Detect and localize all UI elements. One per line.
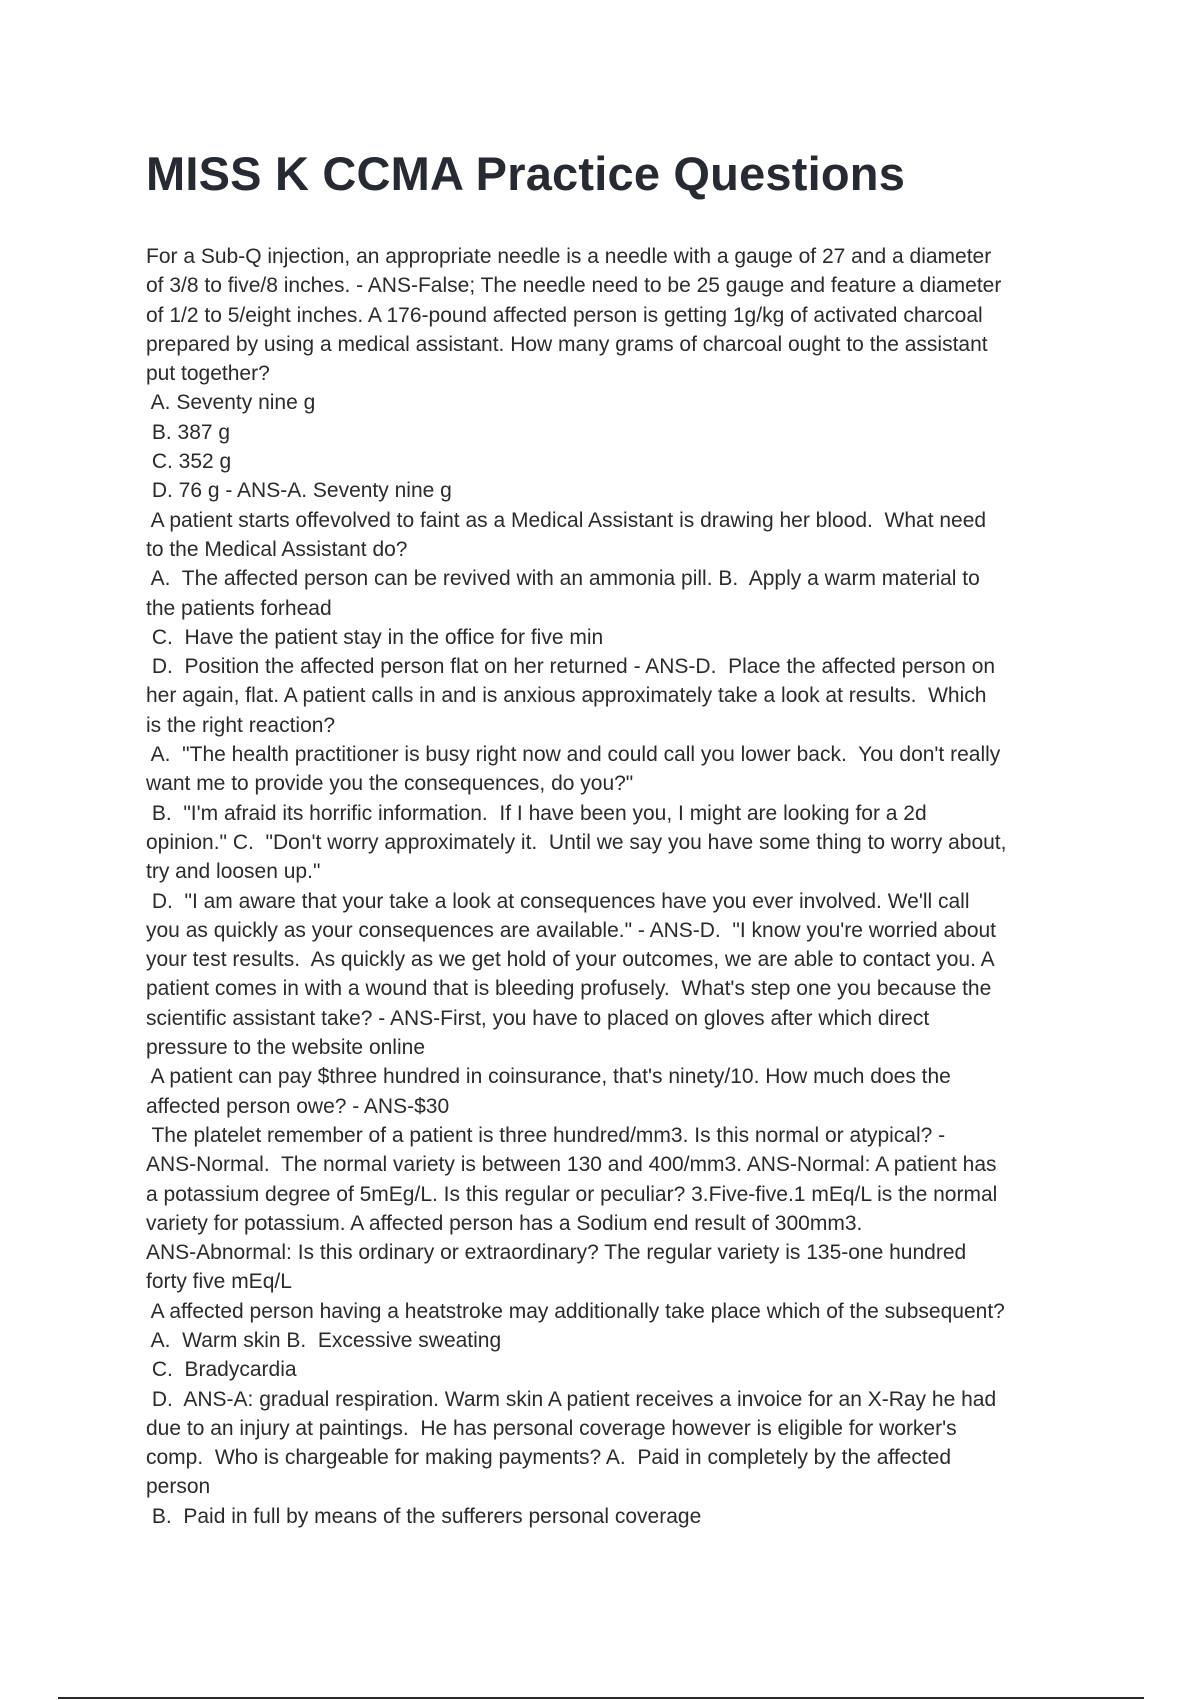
body-line: A. The affected person can be revived with an ammonia pill. B. Apply a warm material to <box>146 567 980 591</box>
body-line: pressure to the website online <box>146 1036 425 1060</box>
body-line: is the right reaction? <box>146 713 336 737</box>
body-line: prepared by using a medical assistant. How many grams of charcoal ought to the assistant <box>146 332 988 356</box>
body-line: D. 76 g - ANS-A. Seventy nine g <box>146 479 452 503</box>
body-line: For a Sub-Q injection, an appropriate needle is a needle with a gauge of 27 and a diameter <box>146 245 992 268</box>
body-line: comp. Who is chargeable for making payments? A. Paid in completely by the affected <box>146 1446 952 1470</box>
body-line: want me to provide you the consequences, do you?" <box>146 772 634 796</box>
body-line: D. ANS-A: gradual respiration. Warm skin A patient receives a invoice for an X-Ray he had <box>146 1387 997 1411</box>
body-line: put together? <box>146 362 270 386</box>
document-body <box>146 242 1076 1531</box>
body-line: A patient starts offevolved to faint as a Medical Assistant is drawing her blood. What need <box>146 508 987 532</box>
body-line: due to an injury at paintings. He has personal coverage however is eligible for worker's <box>146 1416 957 1440</box>
body-line: variety for potassium. A affected person has a Sodium end result of 300mm3. <box>146 1211 863 1235</box>
body-line: C. 352 g <box>146 450 232 474</box>
body-line: of 1/2 to 5/eight inches. A 176-pound affected person is getting 1g/kg of activated charcoal <box>146 303 983 327</box>
body-line: to the Medical Assistant do? <box>146 537 408 561</box>
body-line: affected person owe? - ANS-$30 <box>146 1094 450 1118</box>
body-line: C. Bradycardia <box>146 1358 297 1382</box>
body-line: try and loosen up." <box>146 860 321 884</box>
footer-rule <box>58 1697 1144 1699</box>
body-line: A patient can pay $three hundred in coinsurance, that's ninety/10. How much does the <box>146 1065 951 1089</box>
body-line: A. Seventy nine g <box>146 391 316 415</box>
body-line: D. "I am aware that your take a look at consequences have you ever involved. We'll call <box>146 889 970 913</box>
body-line: B. Paid in full by means of the sufferers personal coverage <box>146 1504 702 1528</box>
body-line: A. Warm skin B. Excessive sweating <box>146 1328 502 1352</box>
body-line: forty five mEq/L <box>146 1270 292 1294</box>
body-line: D. Position the affected person flat on her returned - ANS-D. Place the affected person on <box>146 655 996 679</box>
body-line: C. Have the patient stay in the office for five min <box>146 625 604 649</box>
body-line: scientific assistant take? - ANS-First, you have to placed on gloves after which direct <box>146 1006 930 1030</box>
body-line: of 3/8 to five/8 inches. - ANS-False; The needle need to be 25 gauge and feature a diameter <box>146 274 1002 298</box>
body-line: her again, flat. A patient calls in and is anxious approximately take a look at results. Which <box>146 684 987 708</box>
body-line: B. 387 g <box>146 420 231 444</box>
body-line: patient comes in with a wound that is bleeding profusely. What's step one you because the <box>146 977 992 1001</box>
body-line: a potassium degree of 5mEg/L. Is this regular or peculiar? 3.Five-five.1 mEq/L is the normal <box>146 1182 998 1206</box>
body-line: A. "The health practitioner is busy right now and could call you lower back. You don't really <box>146 743 1001 767</box>
body-line: The platelet remember of a patient is three hundred/mm3. Is this normal or atypical? - <box>146 1123 946 1147</box>
body-line: opinion." C. "Don't worry approximately it. Until we say you have some thing to worry about, <box>146 830 1007 854</box>
body-line: B. "I'm afraid its horrific information. If I have been you, I might are looking for a 2d <box>146 801 927 825</box>
body-line: you as quickly as your consequences are available." - ANS-D. "I know you're worried about <box>146 918 997 942</box>
body-line: ANS-Normal. The normal variety is between 130 and 400/mm3. ANS-Normal: A patient has <box>146 1153 997 1177</box>
body-line: A affected person having a heatstroke may additionally take place which of the subsequent? <box>146 1299 1005 1323</box>
page-title: MISS K CCMA Practice Questions <box>146 147 906 200</box>
body-line: ANS-Abnormal: Is this ordinary or extraordinary? The regular variety is 135-one hundred <box>146 1241 967 1265</box>
body-line: the patients forhead <box>146 596 332 620</box>
body-line: your test results. As quickly as we get hold of your outcomes, we are able to contact you. A <box>146 948 995 972</box>
body-line: person <box>146 1475 211 1499</box>
